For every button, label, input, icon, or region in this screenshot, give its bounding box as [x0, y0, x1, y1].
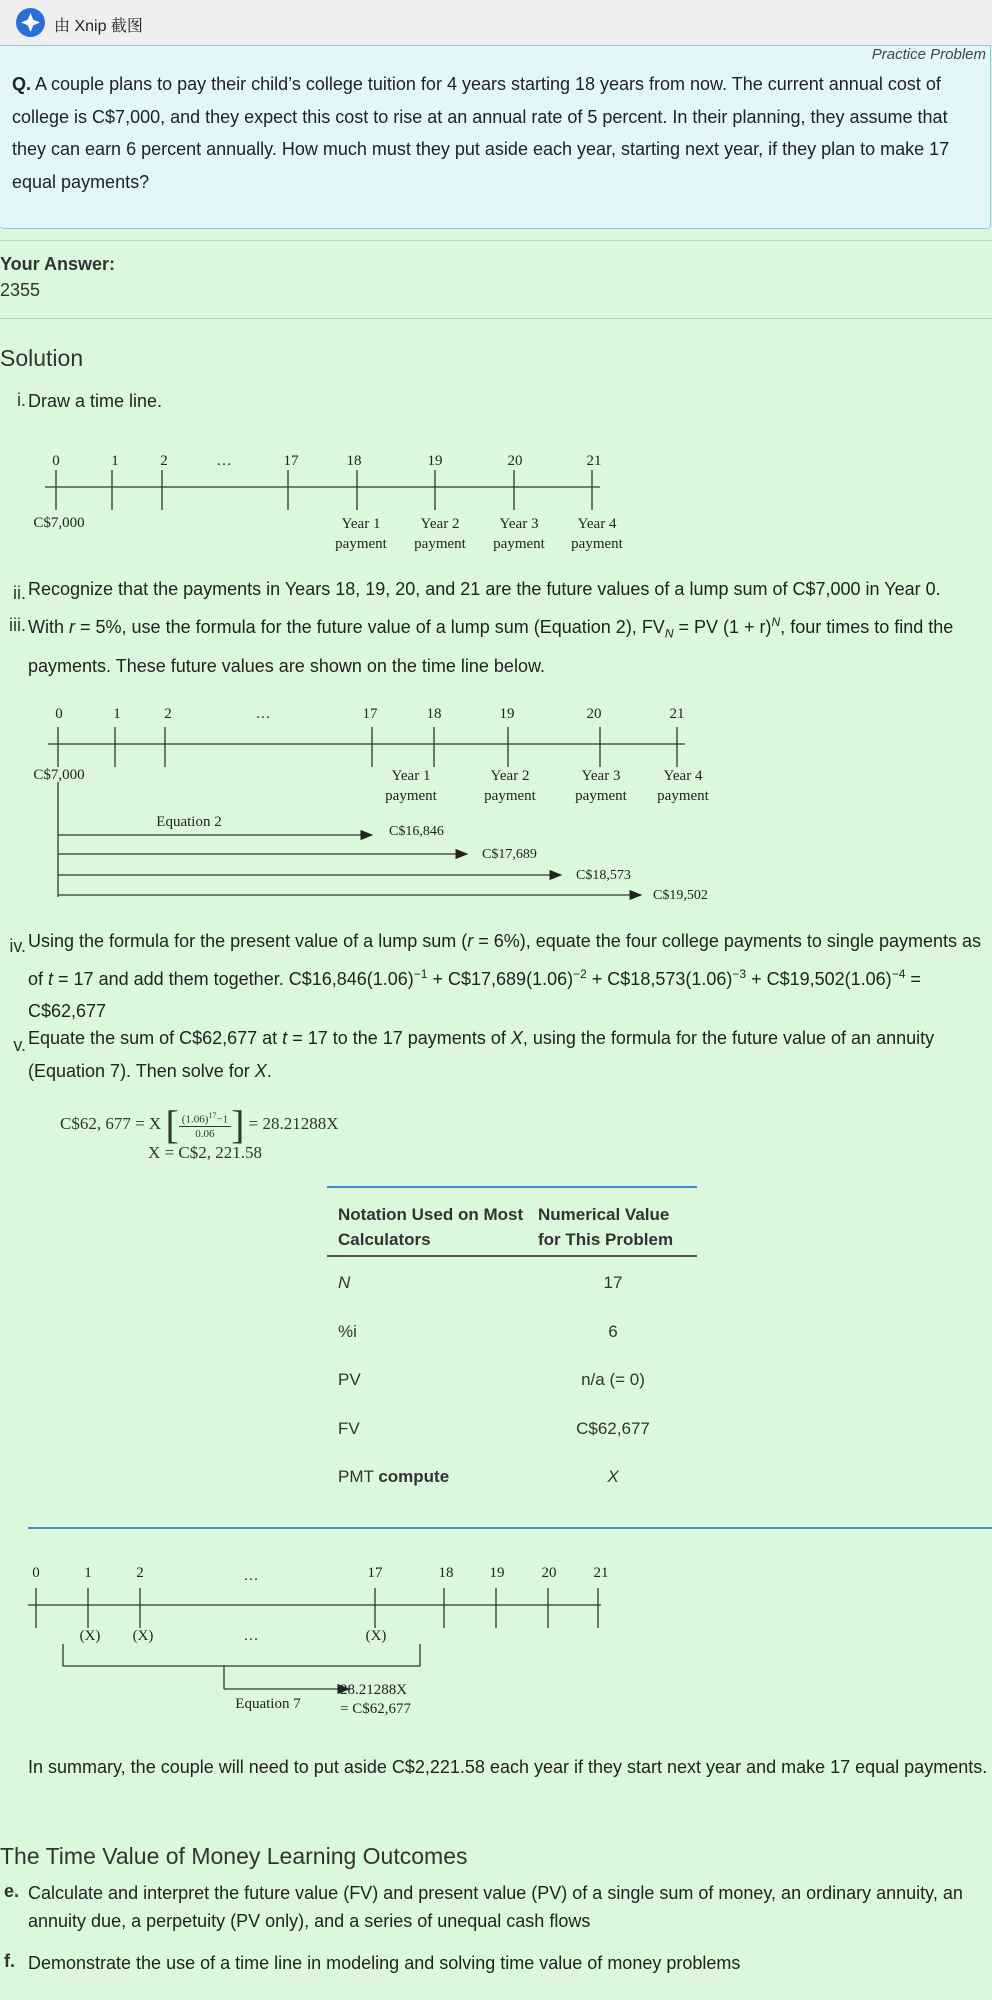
tick-label: 19 — [489, 1565, 505, 1581]
payment-label: payment — [385, 788, 437, 804]
payment-label: payment — [575, 788, 627, 804]
tick-label: 17 — [362, 706, 378, 722]
tick-label: 2 — [164, 706, 172, 722]
question-prefix: Q. — [12, 74, 32, 94]
timeline-2 — [0, 692, 992, 912]
step-number: i. — [17, 390, 26, 410]
summary-text: In summary, the couple will need to put aside C$2,221.58 each year if they start next year and make 17 equal payments. — [28, 1757, 988, 1777]
tick-label: 17 — [283, 453, 299, 469]
payment-label: payment — [571, 536, 623, 552]
tick-label: 18 — [426, 706, 442, 722]
tick-label: 20 — [586, 706, 602, 722]
payment-label: Year 2 — [490, 768, 530, 784]
outcome-text: Demonstrate the use of a time line in modeling and solving time value of money problems — [28, 1953, 741, 1973]
tick-label: 2 — [160, 453, 168, 469]
payment-label: Year 1 — [341, 516, 381, 532]
tick-label: 21 — [669, 706, 685, 722]
payment-label: (X) — [132, 1628, 154, 1644]
payment-label: Year 4 — [663, 768, 703, 784]
equation-label: Equation 2 — [156, 814, 222, 830]
step-text: With r = 5%, use the formula for the future value of a lump sum (Equation 2), $FV_N$ = PV $(1 + r)^N$, four times to find the payments. These future values are shown on the time line below. — [28, 615, 954, 677]
xnip-logo-icon — [16, 8, 45, 37]
payment-label: … — [243, 1628, 259, 1644]
annuity-solution: X = C$2, 221.58 — [148, 1143, 262, 1162]
window-title: 由 Xnip 截图 — [54, 18, 143, 35]
table-header-value: Numerical Value for This Problem — [538, 1205, 674, 1249]
tick-label: 1 — [84, 1565, 92, 1581]
annuity-formula: C$62, 677 = X [ $\frac{(1.06)^{17}-1}{0.06}$ ] = 28.21288X — [60, 1102, 339, 1147]
learning-outcomes-heading: The Time Value of Money Learning Outcomes — [0, 1843, 468, 1869]
payment-label: payment — [484, 788, 536, 804]
start-amount: C$7,000 — [33, 767, 85, 783]
payment-label: Year 4 — [577, 516, 617, 532]
outcome-text: Calculate and interpret the future value (FV) and present value (PV) of a single sum of money, an ordinary annuity, an annuity due, a perpetuity (PV only), and a series of unequal cash flows — [28, 1883, 963, 1931]
payment-label: Year 1 — [391, 768, 431, 784]
tick-label: 20 — [507, 453, 523, 469]
outcome-letter: e. — [4, 1881, 20, 1901]
step-text: Equate the sum of C$62,677 at t = 17 to the 17 payments of X, using the formula for the future value of an annuity (Equation 7). Then solve for X. — [28, 1028, 935, 1081]
annuity-result: 28.21288X — [340, 1682, 408, 1698]
equation-label: Equation 7 — [235, 1696, 301, 1712]
title-bar — [0, 0, 992, 46]
step-number: iii. — [9, 615, 26, 635]
divider — [0, 240, 992, 241]
tick-label: 21 — [593, 1565, 609, 1581]
payment-label: payment — [657, 788, 709, 804]
practice-problem-box — [0, 45, 991, 229]
start-amount: C$7,000 — [33, 515, 85, 531]
payment-label: payment — [493, 536, 545, 552]
tick-label: 19 — [427, 453, 443, 469]
tick-label: 18 — [438, 1565, 454, 1581]
practice-problem-tag: Practice Problem — [871, 46, 986, 63]
table-row: FV C$62,677 — [338, 1418, 650, 1438]
tick-label: 21 — [586, 453, 602, 469]
future-value-label: C$18,573 — [576, 868, 631, 883]
payment-label: payment — [335, 536, 387, 552]
future-value-label: C$16,846 — [389, 824, 444, 839]
tick-label: 1 — [111, 453, 119, 469]
question-body: A couple plans to pay their child’s college tuition for 4 years starting 18 years from now. The current annual cost of college is C$7,000, and they expect this cost to rise at an annual rate of 5 percent. In their planning, they assume that they can earn 6 percent annually. How much must they put aside each year, starting next year, if they plan to make 17 equal payments? — [12, 74, 950, 192]
tick-label: 19 — [499, 706, 515, 722]
section-rule — [28, 1527, 992, 1529]
outcome-letter: f. — [4, 1951, 15, 1971]
table-row: %i 6 — [338, 1321, 618, 1341]
annuity-result: = C$62,677 — [340, 1701, 411, 1717]
tick-label: … — [216, 453, 232, 469]
step-number: v. — [13, 1035, 26, 1055]
calculator-table — [327, 1186, 697, 1500]
tick-label: 1 — [113, 706, 121, 722]
payment-label: Year 2 — [420, 516, 460, 532]
your-answer-value: 2355 — [0, 280, 41, 300]
tick-label: 2 — [136, 1565, 144, 1581]
timeline-1 — [0, 440, 992, 565]
divider — [0, 318, 992, 319]
payment-label: (X) — [365, 1628, 387, 1644]
tick-label: 18 — [346, 453, 362, 469]
question-text — [12, 68, 982, 198]
solution-heading: Solution — [0, 345, 84, 371]
step-text: Draw a time line. — [28, 391, 163, 411]
tick-label: … — [255, 706, 271, 722]
tick-label: 20 — [541, 1565, 557, 1581]
payment-label: Year 3 — [499, 516, 539, 532]
table-row: PV n/a (= 0) — [338, 1370, 645, 1389]
step-number: ii. — [13, 583, 26, 603]
step-number: iv. — [9, 936, 26, 956]
step-text: Recognize that the payments in Years 18, 19, 20, and 21 are the future values of a lump sum of C$7,000 in Year 0. — [28, 579, 941, 599]
table-header-notation: Notation Used on Most Calculators — [338, 1205, 524, 1249]
step-text: Using the formula for the present value of a lump sum (r = 6%), equate the four college payments to single payments as of t = 17 and add them together. $C\$16,846(1.06)^{-1}$ + $C\$17,689(1.06)^{-2}$ + $C\$18,573(1.06)^{-3}$ + $C\$19,502(1.06)^{-4}$ = C$62,677 — [28, 931, 982, 1021]
timeline-3 — [0, 1558, 992, 1728]
tick-label: 0 — [52, 453, 60, 469]
payment-label: (X) — [79, 1628, 101, 1644]
tick-label: … — [243, 1568, 259, 1584]
tick-label: 17 — [367, 1565, 383, 1581]
table-row: N 17 — [338, 1273, 623, 1292]
payment-label: payment — [414, 536, 466, 552]
your-answer-label: Your Answer: — [0, 254, 116, 274]
future-value-label: C$17,689 — [482, 847, 537, 862]
payment-label: Year 3 — [581, 768, 621, 784]
future-value-label: C$19,502 — [653, 888, 708, 903]
tick-label: 0 — [55, 706, 63, 722]
table-row: PMT compute X — [338, 1467, 619, 1486]
tick-label: 0 — [32, 1565, 40, 1581]
